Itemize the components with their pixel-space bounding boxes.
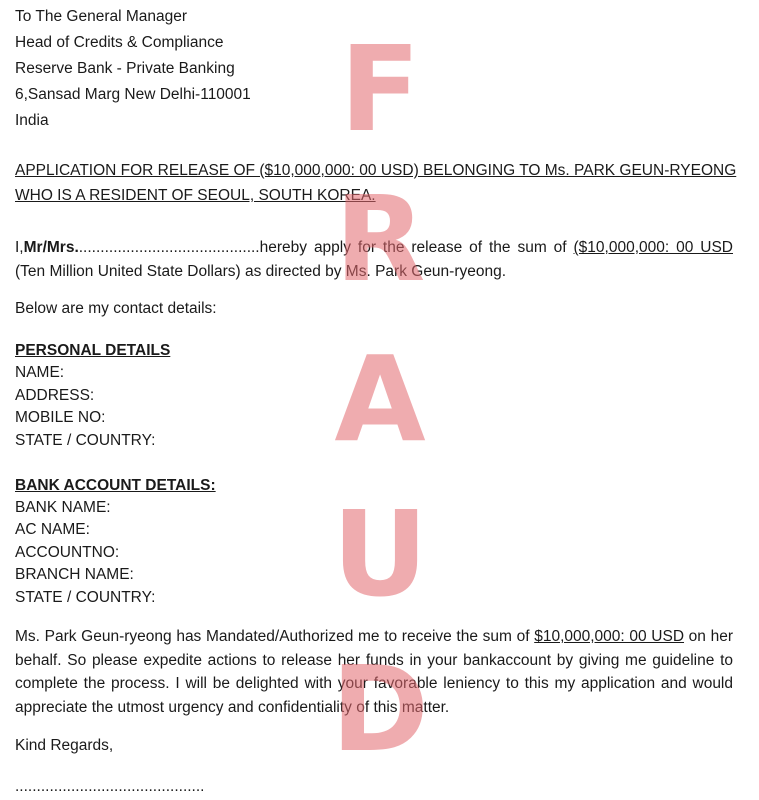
watermark-letter-r: R [334,170,426,308]
mandate-paragraph [15,625,733,719]
recipient-line-3: Reserve Bank - Private Banking [15,60,235,77]
bank-field-branch-name: BRANCH NAME: [15,566,134,583]
bank-field-account-no: ACCOUNTNO: [15,544,120,561]
personal-field-address: ADDRESS: [15,387,95,404]
watermark-letter-f: F [339,20,421,158]
recipient-line-2: Head of Credits & Compliance [15,34,224,51]
subject-line-1: APPLICATION FOR RELEASE OF ($10,000,000: 00 USD) BELONGING TO Ms. PARK GEUN-RYEONG [15,162,737,179]
intro-amount: ($10,000,000: 00 USD [573,239,733,256]
personal-field-mobile: MOBILE NO: [15,409,106,426]
intro-middle: hereby apply for the release of the sum of [259,239,574,256]
watermark-letter-a: A [334,330,426,468]
intro-title: Mr/Mrs. [23,239,79,256]
watermark-letter-u: U [332,485,428,623]
personal-field-state-country: STATE / COUNTRY: [15,432,156,449]
closing-salutation: Kind Regards, [15,737,114,754]
intro-paragraph [15,236,733,283]
mandate-prefix: Ms. Park Geun-ryeong has Mandated/Authorized me to receive the sum of [15,628,535,645]
mandate-suffix: on her behalf. So please expedite actions to release her funds in your bankaccount by giving me guideline to complete the process. I will be delighted with your favorable leniency to this my application and would appreciate the utmost urgency and confidentiality of this matter. [15,628,733,716]
recipient-line-4: 6,Sansad Marg New Delhi-110001 [15,86,251,103]
mandate-amount: $10,000,000: 00 USD [534,628,685,645]
intro-dots: .......................................... [78,239,260,256]
watermark-letter-d: D [331,640,429,778]
recipient-line-1: To The General Manager [15,8,188,25]
personal-details-heading: PERSONAL DETAILS [15,342,171,359]
intro-suffix: (Ten Million United State Dollars) as directed by Ms. Park Geun-ryeong. [15,262,507,280]
recipient-line-5: India [15,112,49,129]
bank-field-ac-name: AC NAME: [15,521,90,538]
subject-line-2: WHO IS A RESIDENT OF SEOUL, SOUTH KOREA. [15,187,376,204]
bank-field-bank-name: BANK NAME: [15,499,111,516]
bank-field-state-country: STATE / COUNTRY: [15,589,156,606]
signature-line: ............................................ [15,778,205,795]
intro-prefix: I, [15,239,24,256]
contact-intro: Below are my contact details: [15,300,217,317]
bank-details-heading: BANK ACCOUNT DETAILS: [15,477,216,494]
personal-field-name: NAME: [15,364,65,381]
